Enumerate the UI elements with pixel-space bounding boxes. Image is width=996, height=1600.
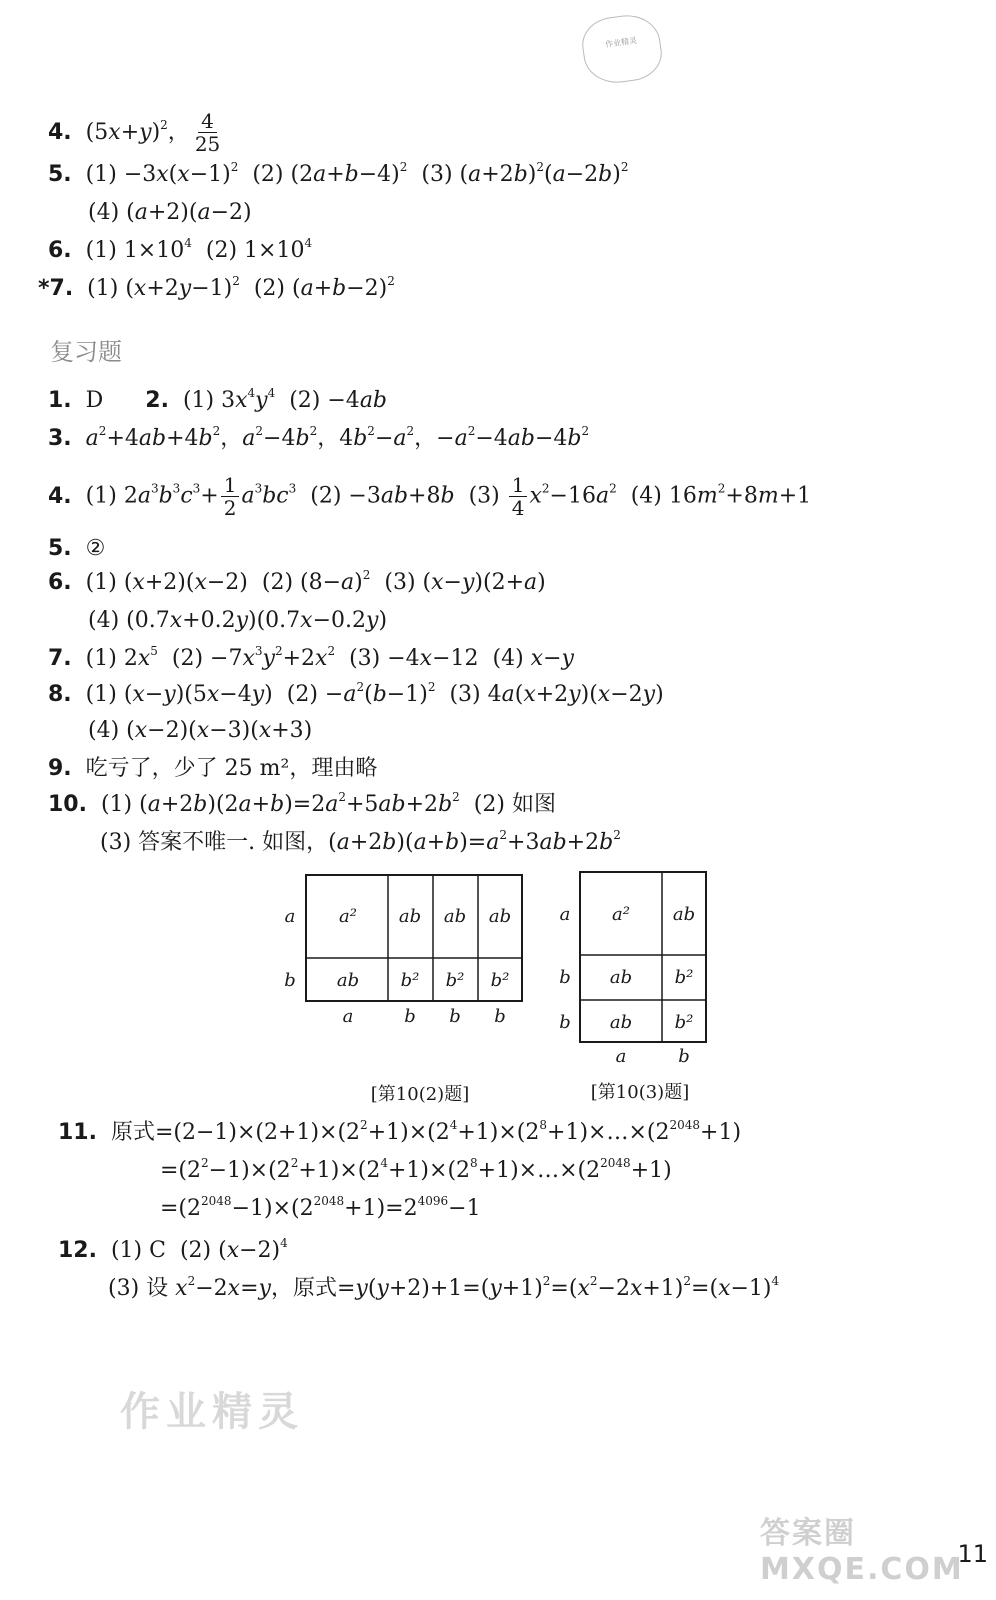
review-4: 4. (1) $2a^3b^3c^3+$ $\frac{1}{2}$ $a^3bc^3$ (2) −3ab+8b (3) $\frac{1}{4}$ $x^2-16a^2$ (4) $16m^2+8m+1$ [48, 473, 812, 520]
cell-ab: ab [336, 970, 360, 991]
stamp-seal [579, 11, 665, 87]
answer-4-expr: $(5x+y)^2$， $\frac{4}{25}$ [85, 109, 221, 156]
page-number: 11 [957, 1540, 988, 1568]
item-number: 6. [48, 570, 72, 595]
answer-5-top: 5. $(1) -3x(x-1)^2$ (2) $(2a+b-4)^2$ (3) $(a+2b)^2(a-2b)^2$ [48, 160, 629, 190]
cell-a2: a² [339, 906, 357, 927]
review-3: 3. $a^2+4ab+4b^2$，$a^2-4b^2$，$4b^2-a^2$，$-a^2-4ab-4b^2$ [48, 424, 589, 454]
cell-ab: ab [488, 906, 512, 927]
review-11-line2: $=(2^2-1)\times(2^2+1)\times(2^4+1)\times(2^8+1)\times\dots\times(2^{2048}+1)$ [160, 1156, 672, 1183]
item-number: 4. [48, 483, 72, 509]
item-number: 3. [48, 426, 72, 451]
corner-watermark: 答案圈 MXQE.COM [760, 1516, 964, 1587]
cell-b2: b² [400, 970, 420, 991]
cell-ab: ab [672, 904, 696, 925]
item-number: 4. [48, 119, 72, 145]
review-9 [48, 754, 377, 784]
col-label: b [449, 1006, 461, 1027]
item-number: 5. [48, 536, 72, 561]
row-label: b [559, 967, 571, 988]
figure-caption: [第10(2)题] [370, 1084, 470, 1105]
review-7: 7. (1) $2x^5$ $(2) -7x^3y^2+2x^2$ (3) −4x−12 (4) x−y [48, 644, 574, 674]
review-12-line2: (3) 设 $x^2-2x=y$，原式$=y(y+2)+1=(y+1)^2=(x^2-2x+1)^2=(x-1)^4$ [108, 1274, 780, 1301]
review-8-line2: (4) (x−2)(x−3)(x+3) [88, 718, 313, 743]
row-label: b [559, 1012, 571, 1033]
figure-10-2 [284, 875, 522, 1105]
watermark-logo: 作业精灵 [120, 1389, 304, 1435]
figure-10-3 [559, 872, 706, 1103]
review-8: 8. (1) (x−y)(5x−4y) $(2) -a^2(b-1)^2$ (3) 4a(x+2y)(x−2y) [48, 680, 664, 710]
col-label: b [678, 1046, 690, 1067]
review-6: 6. (1) (x+2)(x−2) (2) $(8-a)^2$ (3) (x−y)(2+a) [48, 568, 546, 598]
row-label: a [284, 906, 296, 927]
review-5 [48, 534, 105, 564]
row-label: b [284, 970, 296, 991]
item-number: 8. [48, 682, 72, 707]
stamp-text: 作业精灵 [604, 35, 638, 50]
figures-area-model [270, 860, 730, 1110]
row-label: a [559, 904, 571, 925]
item-number: 12. [58, 1238, 97, 1263]
answer-text: D [85, 388, 104, 413]
item-number: 2. [145, 388, 169, 413]
review-10: 10. (1) $(a+2b)(2a+b)=2a^2+5ab+2b^2$ (2) 如图 [48, 790, 556, 820]
item-number: 10. [48, 792, 87, 817]
cell-ab: ab [398, 906, 422, 927]
cell-b2: b² [445, 970, 465, 991]
item-number: 5. [48, 162, 72, 187]
col-label: b [494, 1006, 506, 1027]
cell-ab: ab [609, 967, 633, 988]
answer-6-top: 6. (1) $1\times 10^4$ (2) $1\times 10^4$ [48, 236, 312, 266]
answer-text: ② [85, 536, 106, 561]
col-label: a [342, 1006, 354, 1027]
col-label: b [404, 1006, 416, 1027]
item-number: 9. [48, 756, 72, 781]
figure-caption: [第10(3)题] [590, 1082, 690, 1103]
answer-text: 吃亏了，少了 25 m²，理由略 [85, 756, 378, 781]
cell-a2: a² [612, 904, 630, 925]
review-6-line2: (4) (0.7x+0.2y)(0.7x−0.2y) [88, 608, 388, 633]
review-11-line3: $=(2^{2048}-1)\times(2^{2048}+1)=2^{4096}-1$ [160, 1194, 481, 1221]
item-number: *7. [38, 276, 74, 301]
col-label: a [615, 1046, 627, 1067]
answer-4-top [48, 110, 225, 155]
review-11: 11. 原式$=(2-1)\times(2+1)\times(2^2+1)\times(2^4+1)\times(2^8+1)\times\dots\times(2^{2048}+1)$ [58, 1118, 741, 1148]
review-10-line2: (3) 答案不唯一. 如图，$(a+2b)(a+b)=a^2+3ab+2b^2$ [100, 828, 621, 855]
cell-b2: b² [674, 967, 694, 988]
item-number: 7. [48, 646, 72, 671]
item-number: 6. [48, 238, 72, 263]
answer-5-line2: (4) (a+2)(a−2) [88, 200, 252, 225]
cell-b2: b² [490, 970, 510, 991]
cell-ab: ab [609, 1012, 633, 1033]
cell-b2: b² [674, 1012, 694, 1033]
section-title: 复习题 [50, 338, 122, 366]
item-number: 1. [48, 388, 72, 413]
item-number: 11. [58, 1120, 97, 1145]
cell-ab: ab [443, 906, 467, 927]
answer-7-top: *7. (1) $(x+2y-1)^2$ (2) $(a+b-2)^2$ [38, 274, 395, 304]
review-1-2: 1. D 2. (1) $3x^4y^4$ (2) −4ab [48, 386, 387, 416]
review-12: 12. (1) C (2) $(x-2)^4$ [58, 1236, 288, 1266]
